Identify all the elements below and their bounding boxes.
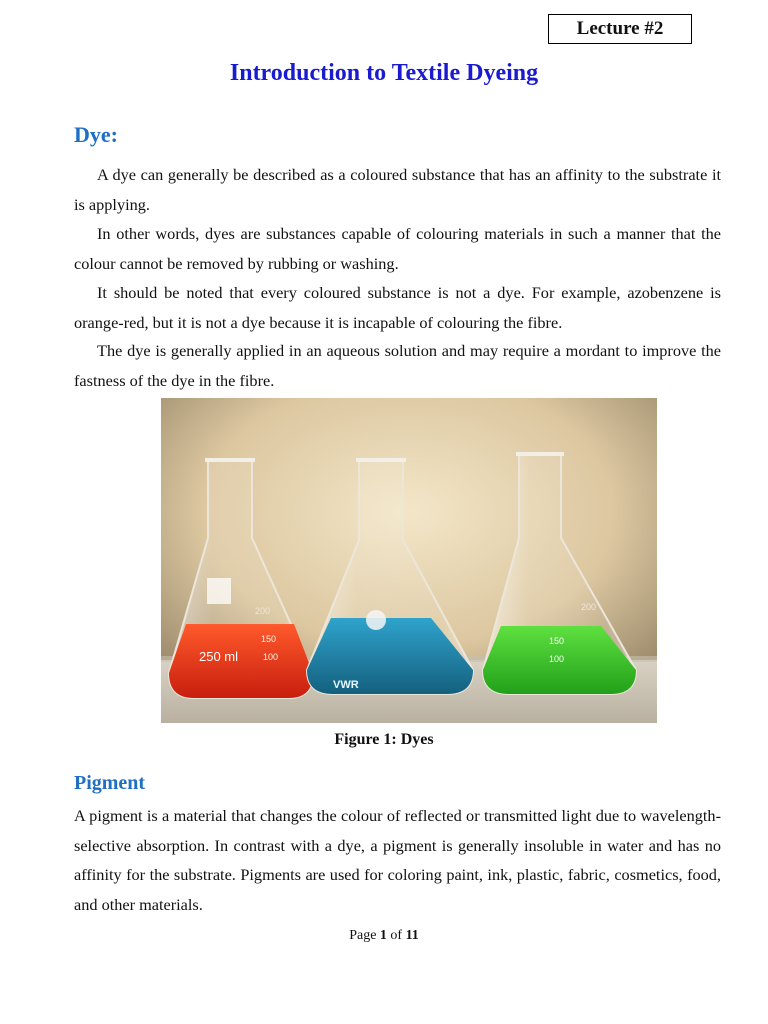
page-footer: Page 1 of 11 [349, 928, 419, 943]
flask-volume-label: 250 ml [199, 649, 239, 664]
dye-paragraph: It should be noted that every coloured substance is not a dye. For example, azobenzene is orange-red, but it is not a dye because it is incapable of colouring the fibre. [74, 283, 721, 332]
svg-text:200: 200 [581, 602, 597, 612]
pigment-paragraph: A pigment is a material that changes the colour of reflected or transmitted light due to wavelength-selective absorption. In contrast with a dye, a pigment is generally insoluble in water and has no affinity for the substrate. Pigments are used for coloring paint, ink, plastic, fabric, cosmetics, food, and other materials. [74, 806, 721, 914]
dye-heading: Dye: [74, 122, 118, 147]
dye-paragraph: A dye can generally be described as a coloured substance that has an affinity to the substrate it is applying. [74, 165, 721, 214]
dye-paragraph: The dye is generally applied in an aqueous solution and may require a mordant to improve the fastness of the dye in the fibre. [74, 341, 721, 390]
svg-text:100: 100 [263, 652, 279, 662]
total-page-number: 11 [405, 928, 419, 943]
dye-paragraph: In other words, dyes are substances capable of colouring materials in such a manner that the colour cannot be removed by rubbing or washing. [74, 224, 721, 273]
flask-brand-label: VWR [333, 679, 359, 691]
svg-text:200: 200 [255, 606, 271, 616]
svg-text:100: 100 [549, 654, 565, 664]
svg-text:150: 150 [549, 636, 565, 646]
pigment-heading: Pigment [74, 772, 146, 794]
svg-text:150: 150 [261, 634, 277, 644]
lecture-number-box: Lecture #2 [548, 14, 692, 44]
figure-caption: Figure 1: Dyes [334, 731, 434, 748]
current-page-number: 1 [379, 928, 387, 943]
page-title: Introduction to Textile Dyeing [229, 60, 539, 86]
dyes-flasks-photo [161, 398, 657, 723]
